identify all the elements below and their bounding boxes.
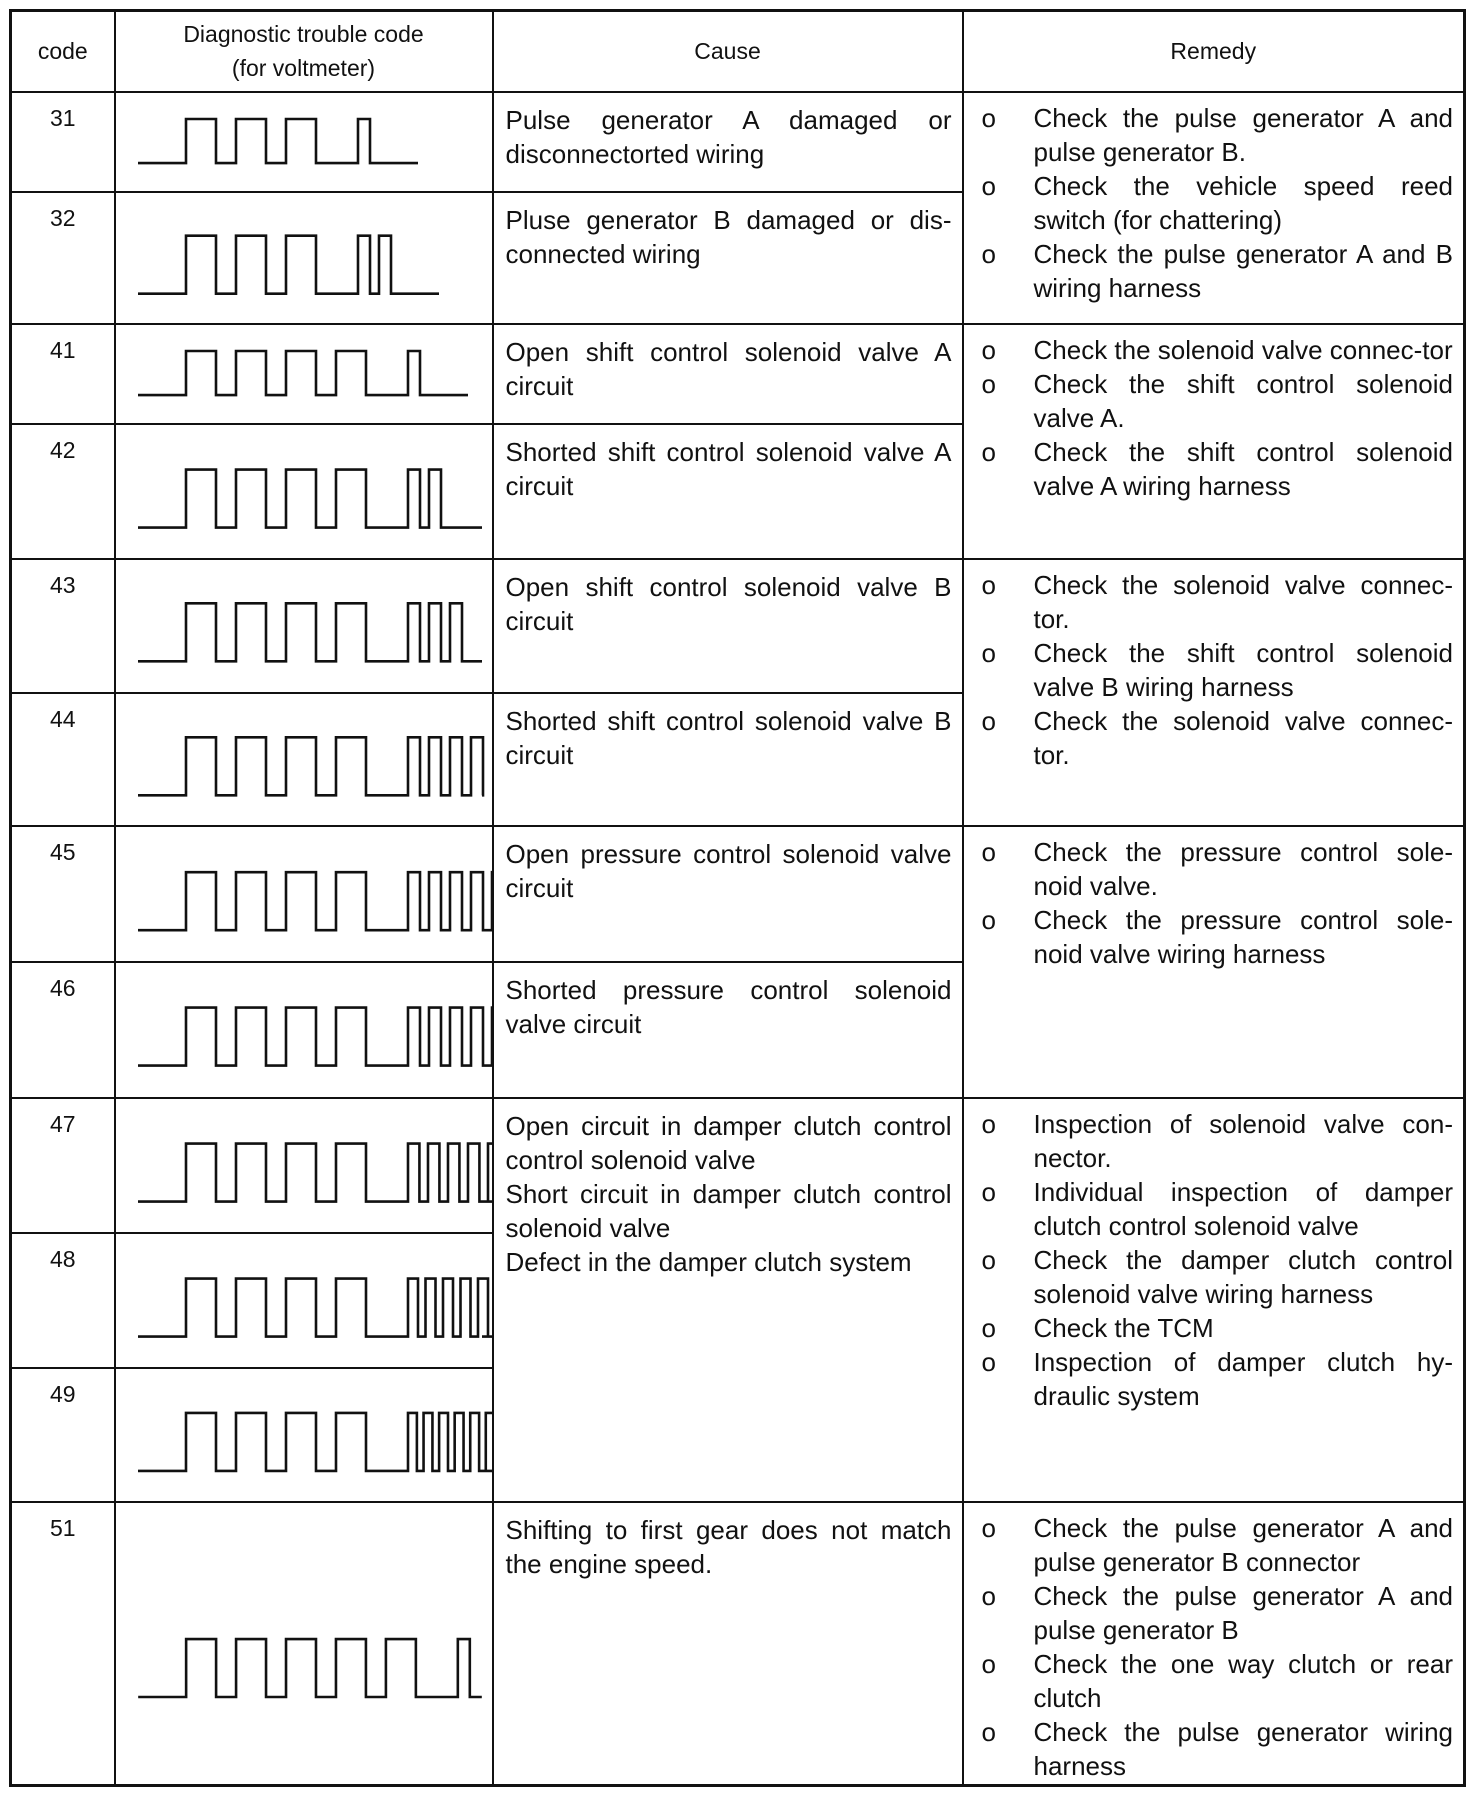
cause-text: Shorted pressure control solenoid valve circuit xyxy=(505,975,952,1040)
pulse-waveform-line xyxy=(138,119,418,163)
bullet-icon: o xyxy=(981,706,996,737)
code-cell: 43 xyxy=(11,559,115,692)
cause-text: Open pressure control solenoid valve circuit xyxy=(505,838,952,903)
remedy-text: Check the solenoid valve connec-tor. xyxy=(1033,706,1453,771)
cause-text: Pulse generator A damaged or disconnectorted wiring xyxy=(505,104,952,169)
remedy-item xyxy=(974,435,1454,503)
waveform-cell xyxy=(115,693,493,826)
remedy-text: Check the pressure control sole-noid valve. xyxy=(1033,836,1453,901)
code-cell: 49 xyxy=(11,1368,115,1502)
cause-cell xyxy=(493,1098,963,1503)
pulse-waveform-line xyxy=(138,872,492,930)
remedy-text: Check the pulse generator A and pulse generator B xyxy=(1033,1581,1453,1646)
cause-cell xyxy=(493,962,963,1097)
bullet-icon: o xyxy=(981,368,996,399)
remedy-cell xyxy=(963,324,1465,559)
bullet-icon: o xyxy=(981,1649,996,1680)
remedy-item xyxy=(974,1107,1454,1175)
cause-text: Open shift control solenoid valve A circuit xyxy=(505,336,952,401)
bullet-icon: o xyxy=(981,904,996,935)
bullet-icon: o xyxy=(981,638,996,669)
code-cell: 44 xyxy=(11,693,115,826)
waveform-51 xyxy=(116,1503,492,1784)
waveform-31 xyxy=(116,93,492,191)
remedy-item xyxy=(974,568,1454,636)
remedy-text: Check the TCM xyxy=(1033,1312,1214,1343)
remedy-item xyxy=(974,237,1454,305)
diagnostic-trouble-code-table xyxy=(9,9,1466,1787)
remedy-list xyxy=(974,333,1454,503)
remedy-item xyxy=(974,636,1454,704)
remedy-text: Check the damper clutch control solenoid valve wiring harness xyxy=(1033,1244,1453,1309)
remedy-cell xyxy=(963,1098,1465,1503)
table-row-31 xyxy=(11,92,1465,192)
remedy-list xyxy=(974,101,1454,305)
remedy-item xyxy=(974,1579,1454,1647)
bullet-icon: o xyxy=(981,1176,996,1207)
waveform-44 xyxy=(116,694,492,825)
remedy-text: Check the shift control solenoid valve A wiring harness xyxy=(1033,436,1453,501)
bullet-icon: o xyxy=(981,1346,996,1377)
cause-text: Open shift control solenoid valve B circuit xyxy=(505,572,952,637)
remedy-cell xyxy=(963,1502,1465,1785)
remedy-text: Check the pulse generator A and B wiring harness xyxy=(1033,238,1453,303)
table-row-45 xyxy=(11,826,1465,962)
code-cell: 31 xyxy=(11,92,115,192)
remedy-text: Check the shift control solenoid valve A. xyxy=(1033,368,1453,433)
remedy-item xyxy=(974,1311,1454,1345)
bullet-icon: o xyxy=(981,1244,996,1275)
code-cell: 42 xyxy=(11,424,115,559)
remedy-item xyxy=(974,704,1454,772)
bullet-icon: o xyxy=(981,1717,996,1748)
remedy-cell xyxy=(963,92,1465,324)
remedy-text: Check the vehicle speed reed switch (for chattering) xyxy=(1033,170,1453,235)
table-row-51 xyxy=(11,1502,1465,1785)
remedy-text: Check the pressure control sole-noid valve wiring harness xyxy=(1033,904,1453,969)
remedy-list xyxy=(974,1107,1454,1413)
pulse-waveform-line xyxy=(138,470,482,528)
bullet-icon: o xyxy=(981,1581,996,1612)
waveform-cell xyxy=(115,1502,493,1785)
remedy-item xyxy=(974,367,1454,435)
code-cell: 48 xyxy=(11,1233,115,1368)
cause-cell xyxy=(493,559,963,692)
cause-text: Shorted shift control solenoid valve B circuit xyxy=(505,705,952,770)
bullet-icon: o xyxy=(981,1513,996,1544)
header-dtc-line1: Diagnostic trouble code xyxy=(183,21,424,48)
remedy-item xyxy=(974,333,1454,367)
bullet-icon: o xyxy=(981,1312,996,1343)
pulse-waveform-line xyxy=(138,1413,492,1471)
waveform-47 xyxy=(116,1099,492,1232)
code-cell: 46 xyxy=(11,962,115,1097)
cause-cell xyxy=(493,693,963,826)
waveform-cell xyxy=(115,826,493,962)
remedy-item xyxy=(974,1345,1454,1413)
table-row-43 xyxy=(11,559,1465,692)
remedy-list xyxy=(974,568,1454,772)
header-dtc xyxy=(115,11,493,92)
cause-text: Pluse generator B damaged or dis-connected wiring xyxy=(505,204,952,269)
remedy-item xyxy=(974,1647,1454,1715)
header-remedy: Remedy xyxy=(963,11,1465,92)
bullet-icon: o xyxy=(981,1108,996,1139)
remedy-text: Check the pulse generator wiring harness xyxy=(1033,1717,1453,1782)
waveform-cell xyxy=(115,1098,493,1233)
pulse-waveform-line xyxy=(138,604,482,662)
remedy-item xyxy=(974,169,1454,237)
pulse-waveform-line xyxy=(138,1008,492,1066)
cause-text: Short circuit in damper clutch control solenoid valve xyxy=(505,1178,952,1243)
cause-cell xyxy=(493,424,963,559)
pulse-waveform-line xyxy=(138,737,483,795)
remedy-item xyxy=(974,101,1454,169)
header-cause: Cause xyxy=(493,11,963,92)
cause-text: Shorted shift control solenoid valve A circuit xyxy=(505,437,952,502)
bullet-icon: o xyxy=(981,570,996,601)
code-cell: 51 xyxy=(11,1502,115,1785)
remedy-item xyxy=(974,1511,1454,1579)
remedy-text: Check the pulse generator A and pulse generator B. xyxy=(1033,102,1453,167)
pulse-waveform-line xyxy=(138,1639,482,1697)
bullet-icon: o xyxy=(981,170,996,201)
pulse-waveform-line xyxy=(138,1143,492,1201)
waveform-32 xyxy=(116,193,492,323)
waveform-46 xyxy=(116,963,492,1096)
waveform-48 xyxy=(116,1234,492,1367)
header-dtc-line2: (for voltmeter) xyxy=(231,55,376,82)
bullet-icon: o xyxy=(981,836,996,867)
header-row xyxy=(11,11,1465,92)
remedy-text: Check the pulse generator A and pulse generator B connector xyxy=(1033,1513,1453,1578)
waveform-cell xyxy=(115,559,493,692)
waveform-cell xyxy=(115,92,493,192)
waveform-cell xyxy=(115,424,493,559)
bullet-icon: o xyxy=(981,334,996,365)
waveform-43 xyxy=(116,560,492,691)
remedy-text: Inspection of solenoid valve con-nector. xyxy=(1033,1108,1453,1173)
code-cell: 41 xyxy=(11,324,115,424)
pulse-waveform-line xyxy=(138,351,468,395)
waveform-45 xyxy=(116,827,492,961)
cause-cell xyxy=(493,192,963,324)
table-row-47 xyxy=(11,1098,1465,1233)
remedy-list xyxy=(974,1511,1454,1783)
remedy-item xyxy=(974,835,1454,903)
bullet-icon: o xyxy=(981,436,996,467)
waveform-41 xyxy=(116,325,492,423)
remedy-item xyxy=(974,1243,1454,1311)
remedy-item xyxy=(974,903,1454,971)
remedy-cell xyxy=(963,559,1465,826)
code-cell: 45 xyxy=(11,826,115,962)
cause-text: Open circuit in damper clutch control control solenoid valve xyxy=(505,1110,952,1175)
cause-cell xyxy=(493,1502,963,1785)
remedy-item xyxy=(974,1715,1454,1783)
bullet-icon: o xyxy=(981,238,996,269)
remedy-text: Individual inspection of damper clutch control solenoid valve xyxy=(1033,1176,1453,1241)
remedy-text: Check the shift control solenoid valve B wiring harness xyxy=(1033,638,1453,703)
header-code: code xyxy=(11,11,115,92)
remedy-text: Check the solenoid valve connec-tor xyxy=(1033,334,1453,365)
cause-text: Defect in the damper clutch system xyxy=(505,1246,912,1277)
cause-cell xyxy=(493,324,963,424)
cause-text: Shifting to first gear does not match the engine speed. xyxy=(505,1515,952,1580)
remedy-cell xyxy=(963,826,1465,1098)
cause-cell xyxy=(493,826,963,962)
waveform-cell xyxy=(115,1233,493,1368)
remedy-text: Inspection of damper clutch hy-draulic system xyxy=(1033,1346,1453,1411)
remedy-text: Check the one way clutch or rear clutch xyxy=(1033,1649,1453,1714)
waveform-49 xyxy=(116,1369,492,1501)
bullet-icon: o xyxy=(981,102,996,133)
waveform-cell xyxy=(115,962,493,1097)
remedy-list xyxy=(974,835,1454,971)
waveform-42 xyxy=(116,425,492,558)
waveform-cell xyxy=(115,192,493,324)
pulse-waveform-line xyxy=(138,1278,492,1336)
table-row-41 xyxy=(11,324,1465,424)
pulse-waveform-line xyxy=(138,235,439,293)
cause-cell xyxy=(493,92,963,192)
remedy-item xyxy=(974,1175,1454,1243)
remedy-text: Check the solenoid valve connec-tor. xyxy=(1033,570,1453,635)
waveform-cell xyxy=(115,324,493,424)
code-cell: 32 xyxy=(11,192,115,324)
waveform-cell xyxy=(115,1368,493,1502)
code-cell: 47 xyxy=(11,1098,115,1233)
